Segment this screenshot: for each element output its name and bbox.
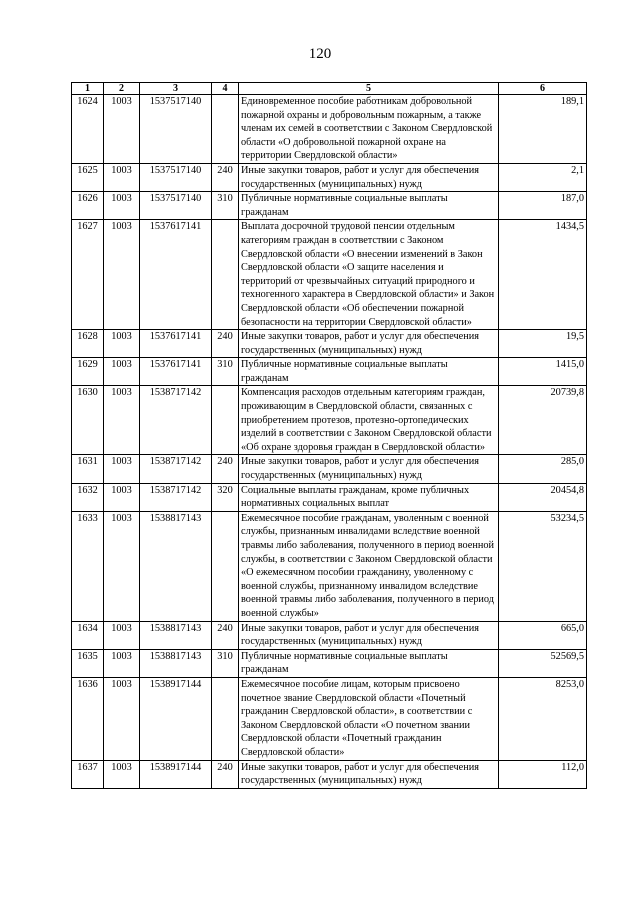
section-code: 1003 (104, 677, 140, 760)
row-amount: 53234,5 (499, 511, 587, 621)
expense-type-code: 240 (212, 455, 239, 483)
table-body (72, 95, 587, 789)
section-code: 1003 (104, 760, 140, 788)
target-article-code: 1538817143 (140, 649, 212, 677)
row-amount: 52569,5 (499, 649, 587, 677)
table-row (72, 386, 587, 455)
section-code: 1003 (104, 455, 140, 483)
column-header: 2 (104, 83, 140, 95)
table-row (72, 163, 587, 191)
row-number: 1633 (72, 511, 104, 621)
row-description: Публичные нормативные социальные выплаты гражданам (239, 192, 499, 220)
row-number: 1624 (72, 95, 104, 164)
header-row (72, 83, 587, 95)
row-number: 1626 (72, 192, 104, 220)
row-amount: 1415,0 (499, 358, 587, 386)
column-header: 5 (239, 83, 499, 95)
target-article-code: 1537517140 (140, 163, 212, 191)
row-description: Иные закупки товаров, работ и услуг для обеспечения государственных (муниципальных) нужд (239, 330, 499, 358)
section-code: 1003 (104, 511, 140, 621)
column-header: 6 (499, 83, 587, 95)
table-row (72, 358, 587, 386)
target-article-code: 1538917144 (140, 760, 212, 788)
table-row (72, 192, 587, 220)
row-number: 1635 (72, 649, 104, 677)
row-number: 1637 (72, 760, 104, 788)
section-code: 1003 (104, 192, 140, 220)
expense-type-code: 310 (212, 649, 239, 677)
row-number: 1625 (72, 163, 104, 191)
column-header: 4 (212, 83, 239, 95)
row-amount: 8253,0 (499, 677, 587, 760)
target-article-code: 1537517140 (140, 95, 212, 164)
table-row (72, 621, 587, 649)
section-code: 1003 (104, 621, 140, 649)
target-article-code: 1538817143 (140, 511, 212, 621)
expense-type-code: 310 (212, 192, 239, 220)
expense-type-code: 320 (212, 483, 239, 511)
row-number: 1634 (72, 621, 104, 649)
row-amount: 189,1 (499, 95, 587, 164)
target-article-code: 1537617141 (140, 330, 212, 358)
expense-type-code: 240 (212, 760, 239, 788)
row-description: Единовременное пособие работникам добровольной пожарной охраны и добровольным пожарным, а также членам их семей в соответствии с Законом Свердловской области «О добровольной пожарной охране на территории Свердловской области» (239, 95, 499, 164)
row-number: 1636 (72, 677, 104, 760)
expense-type-code: 240 (212, 621, 239, 649)
row-description: Иные закупки товаров, работ и услуг для обеспечения государственных (муниципальных) нужд (239, 621, 499, 649)
row-number: 1629 (72, 358, 104, 386)
row-amount: 285,0 (499, 455, 587, 483)
row-number: 1632 (72, 483, 104, 511)
row-description: Ежемесячное пособие лицам, которым присвоено почетное звание Свердловской области «Почетный гражданин Свердловской области», в соответствии с Законом Свердловской области «О почетном звании Свердловской области «Почетный гражданин Свердловской области» (239, 677, 499, 760)
expense-type-code: 240 (212, 163, 239, 191)
row-number: 1627 (72, 220, 104, 330)
target-article-code: 1537617141 (140, 220, 212, 330)
table-row (72, 677, 587, 760)
table-row (72, 330, 587, 358)
section-code: 1003 (104, 330, 140, 358)
section-code: 1003 (104, 163, 140, 191)
row-description: Выплата досрочной трудовой пенсии отдельным категориям граждан в соответствии с Законом Свердловской области «О внесении изменений в Закон Свердловской области «О защите населения и территорий от чрезвычайных ситуаций природного и техногенного характера в Свердловской области» и Закон Свердловской области «Об обеспечении пожарной безопасности на территории Свердловской области» (239, 220, 499, 330)
table-row (72, 455, 587, 483)
target-article-code: 1538817143 (140, 621, 212, 649)
row-amount: 2,1 (499, 163, 587, 191)
target-article-code: 1538717142 (140, 455, 212, 483)
section-code: 1003 (104, 95, 140, 164)
table-row (72, 95, 587, 164)
row-description: Социальные выплаты гражданам, кроме публичных нормативных социальных выплат (239, 483, 499, 511)
row-description: Публичные нормативные социальные выплаты гражданам (239, 649, 499, 677)
page-number: 120 (308, 46, 332, 62)
row-description: Ежемесячное пособие гражданам, уволенным с военной службы, признанным инвалидами вследствие военной травмы либо заболевания, полученного в период военной службы, в соответствии с Законом Свердловской области «О ежемесячном пособии гражданину, уволенному с военной службы, признанному инвалидом вследствие военной травмы либо заболевания, полученного в период военной службы» (239, 511, 499, 621)
budget-table (71, 82, 587, 789)
table-row (72, 760, 587, 788)
target-article-code: 1538917144 (140, 677, 212, 760)
section-code: 1003 (104, 649, 140, 677)
section-code: 1003 (104, 386, 140, 455)
table-row (72, 483, 587, 511)
row-number: 1628 (72, 330, 104, 358)
expense-type-code (212, 511, 239, 621)
row-description: Компенсация расходов отдельным категориям граждан, проживающим в Свердловской области, связанных с приобретением протезов, протезно-ортопедических изделий в соответствии с Законом Свердловской области «Об охране здоровья граждан в Свердловской области» (239, 386, 499, 455)
row-amount: 112,0 (499, 760, 587, 788)
row-amount: 19,5 (499, 330, 587, 358)
target-article-code: 1537517140 (140, 192, 212, 220)
row-description: Иные закупки товаров, работ и услуг для обеспечения государственных (муниципальных) нужд (239, 455, 499, 483)
row-amount: 665,0 (499, 621, 587, 649)
row-description: Публичные нормативные социальные выплаты гражданам (239, 358, 499, 386)
expense-type-code: 310 (212, 358, 239, 386)
row-amount: 20739,8 (499, 386, 587, 455)
row-description: Иные закупки товаров, работ и услуг для обеспечения государственных (муниципальных) нужд (239, 760, 499, 788)
column-header: 3 (140, 83, 212, 95)
table-row (72, 220, 587, 330)
row-number: 1630 (72, 386, 104, 455)
row-amount: 1434,5 (499, 220, 587, 330)
row-description: Иные закупки товаров, работ и услуг для обеспечения государственных (муниципальных) нужд (239, 163, 499, 191)
target-article-code: 1538717142 (140, 386, 212, 455)
section-code: 1003 (104, 220, 140, 330)
target-article-code: 1537617141 (140, 358, 212, 386)
expense-type-code (212, 386, 239, 455)
column-header: 1 (72, 83, 104, 95)
row-amount: 187,0 (499, 192, 587, 220)
table-row (72, 649, 587, 677)
expense-type-code (212, 95, 239, 164)
row-amount: 20454,8 (499, 483, 587, 511)
table-row (72, 511, 587, 621)
target-article-code: 1538717142 (140, 483, 212, 511)
section-code: 1003 (104, 358, 140, 386)
expense-type-code (212, 677, 239, 760)
section-code: 1003 (104, 483, 140, 511)
row-number: 1631 (72, 455, 104, 483)
expense-type-code (212, 220, 239, 330)
expense-type-code: 240 (212, 330, 239, 358)
